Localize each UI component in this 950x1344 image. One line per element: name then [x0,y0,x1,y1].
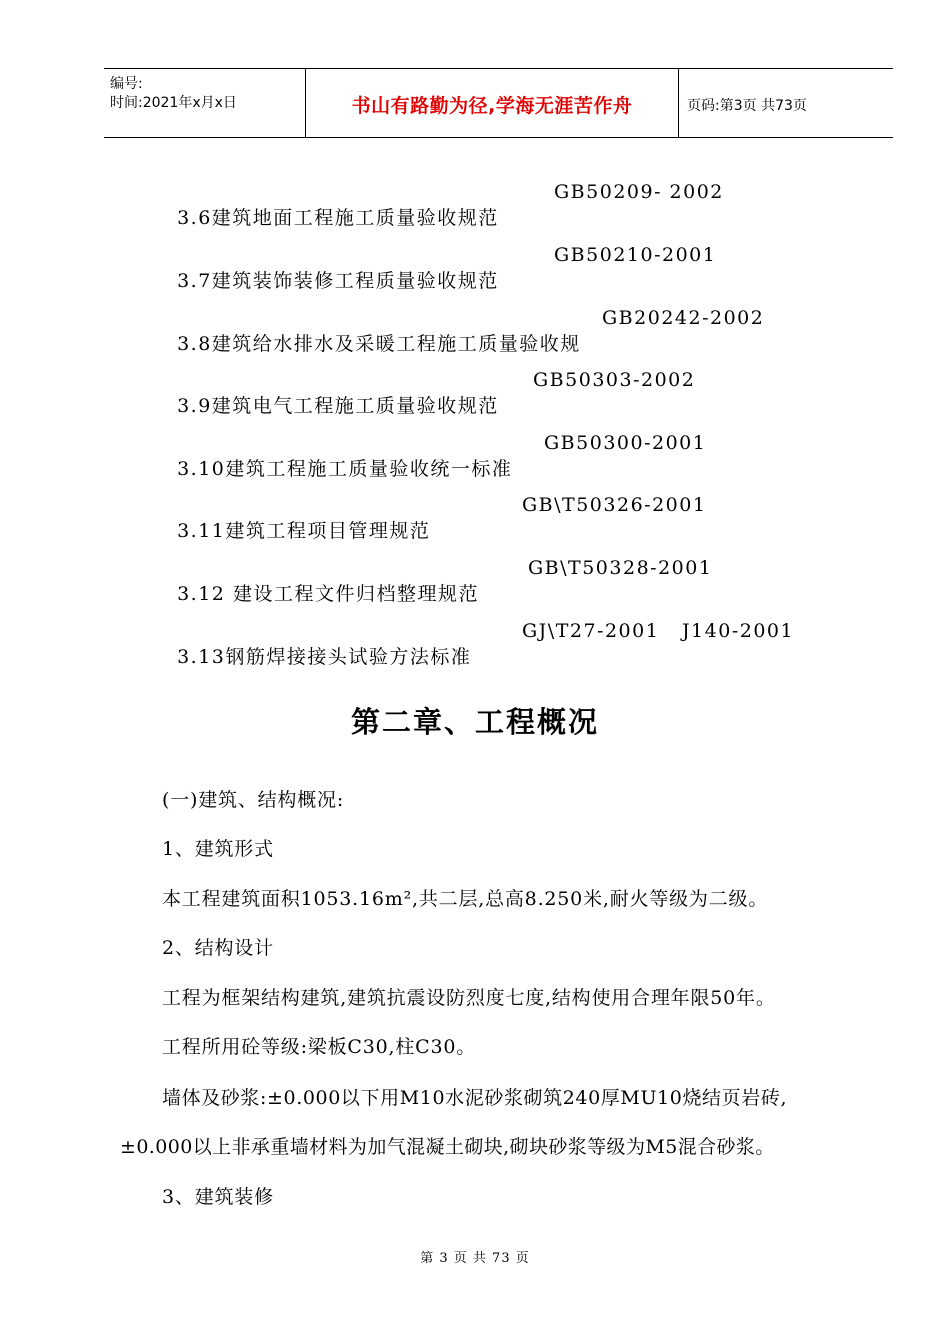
standard-text: 3.9建筑电气工程施工质量验收规范 [177,395,499,417]
number-label: 编号: [110,76,143,92]
motto: 书山有路勤为径,学海无涯苦作舟 [351,95,633,117]
standard-text: 3.13钢筋焊接接头试验方法标准 [177,646,472,668]
page-code: 页码:第3页 共73页 [687,98,807,114]
page-footer: 第 3 页 共 73 页 [420,1251,530,1266]
standard-code: GB50210-2001 [554,244,717,266]
subsection-heading: 2、结构设计 [162,937,274,959]
subsection-heading: 3、建筑装修 [162,1186,274,1208]
standard-text: 3.8建筑给水排水及采暖工程施工质量验收规 [177,333,581,355]
paragraph: ±0.000以上非承重墙材料为加气混凝土砌块,砌块砂浆等级为M5混合砂浆。 [120,1136,775,1158]
paragraph: 本工程建筑面积1053.16m²,共二层,总高8.250米,耐火等级为二级。 [162,888,769,910]
standard-code: GJ\T27-2001 J140-2001 [522,620,795,642]
time-label: 时间:2021年x月x日 [110,95,237,111]
standard-text: 3.6建筑地面工程施工质量验收规范 [177,207,499,229]
subsection-heading: 1、建筑形式 [162,838,274,860]
header-motto-cell [306,69,679,137]
standard-item [162,244,717,315]
chapter-title: 第二章、工程概况 [350,705,599,739]
standard-item [162,181,724,252]
standard-item [162,432,707,503]
standard-code: GB\T50326-2001 [522,494,707,516]
paragraph: 工程为框架结构建筑,建筑抗震设防烈度七度,结构使用合理年限50年。 [162,987,776,1009]
header-page-cell [679,69,893,137]
standard-item [162,307,765,378]
section-heading: (一)建筑、结构概况: [162,789,345,811]
standard-item [162,557,713,628]
standard-code: GB50303-2002 [533,369,696,391]
standard-text: 3.10建筑工程施工质量验收统一标准 [177,458,513,480]
standard-item [162,620,795,691]
standard-item [162,494,707,565]
standard-text: 3.12 建设工程文件归档整理规范 [177,583,479,605]
paragraph: 工程所用砼等级:梁板C30,柱C30。 [162,1036,477,1058]
paragraph: 墙体及砂浆:±0.000以下用M10水泥砂浆砌筑240厚MU10烧结页岩砖, [162,1087,788,1109]
standard-code: GB50209- 2002 [554,181,724,203]
standard-text: 3.7建筑装饰装修工程质量验收规范 [177,270,499,292]
standard-text: 3.11建筑工程项目管理规范 [177,520,431,542]
document-header [104,68,893,138]
standard-code: GB50300-2001 [544,432,707,454]
header-info-cell [104,69,306,137]
standard-code: GB20242-2002 [602,307,765,329]
standard-item [162,369,696,440]
standard-code: GB\T50328-2001 [528,557,713,579]
